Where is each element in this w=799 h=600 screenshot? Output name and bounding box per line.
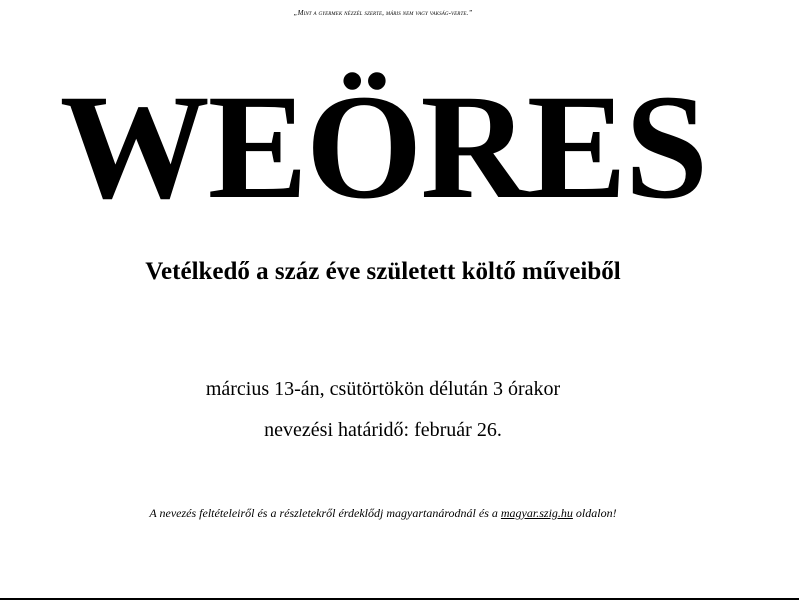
registration-deadline-text: nevezési határidő: február 26. xyxy=(264,419,502,441)
website-link[interactable]: magyar.szig.hu xyxy=(500,506,573,520)
poster-subtitle: Vetélkedő a száz éve született költő műveiből xyxy=(145,258,621,285)
epigraph-quote: „Mint a gyermek nézzél szerte, máris nem vagy vakság-verte.” xyxy=(293,9,473,17)
footer-text-before: A nevezés feltételeiről és a részletekről érdeklődj magyartanárodnál és a xyxy=(149,506,501,520)
footer-note xyxy=(0,506,766,521)
footer-text-after: oldalon! xyxy=(572,506,617,520)
poster-title: WEÖRES xyxy=(59,64,707,230)
event-date-text: március 13-án, csütörtökön délután 3 órakor xyxy=(205,378,561,400)
